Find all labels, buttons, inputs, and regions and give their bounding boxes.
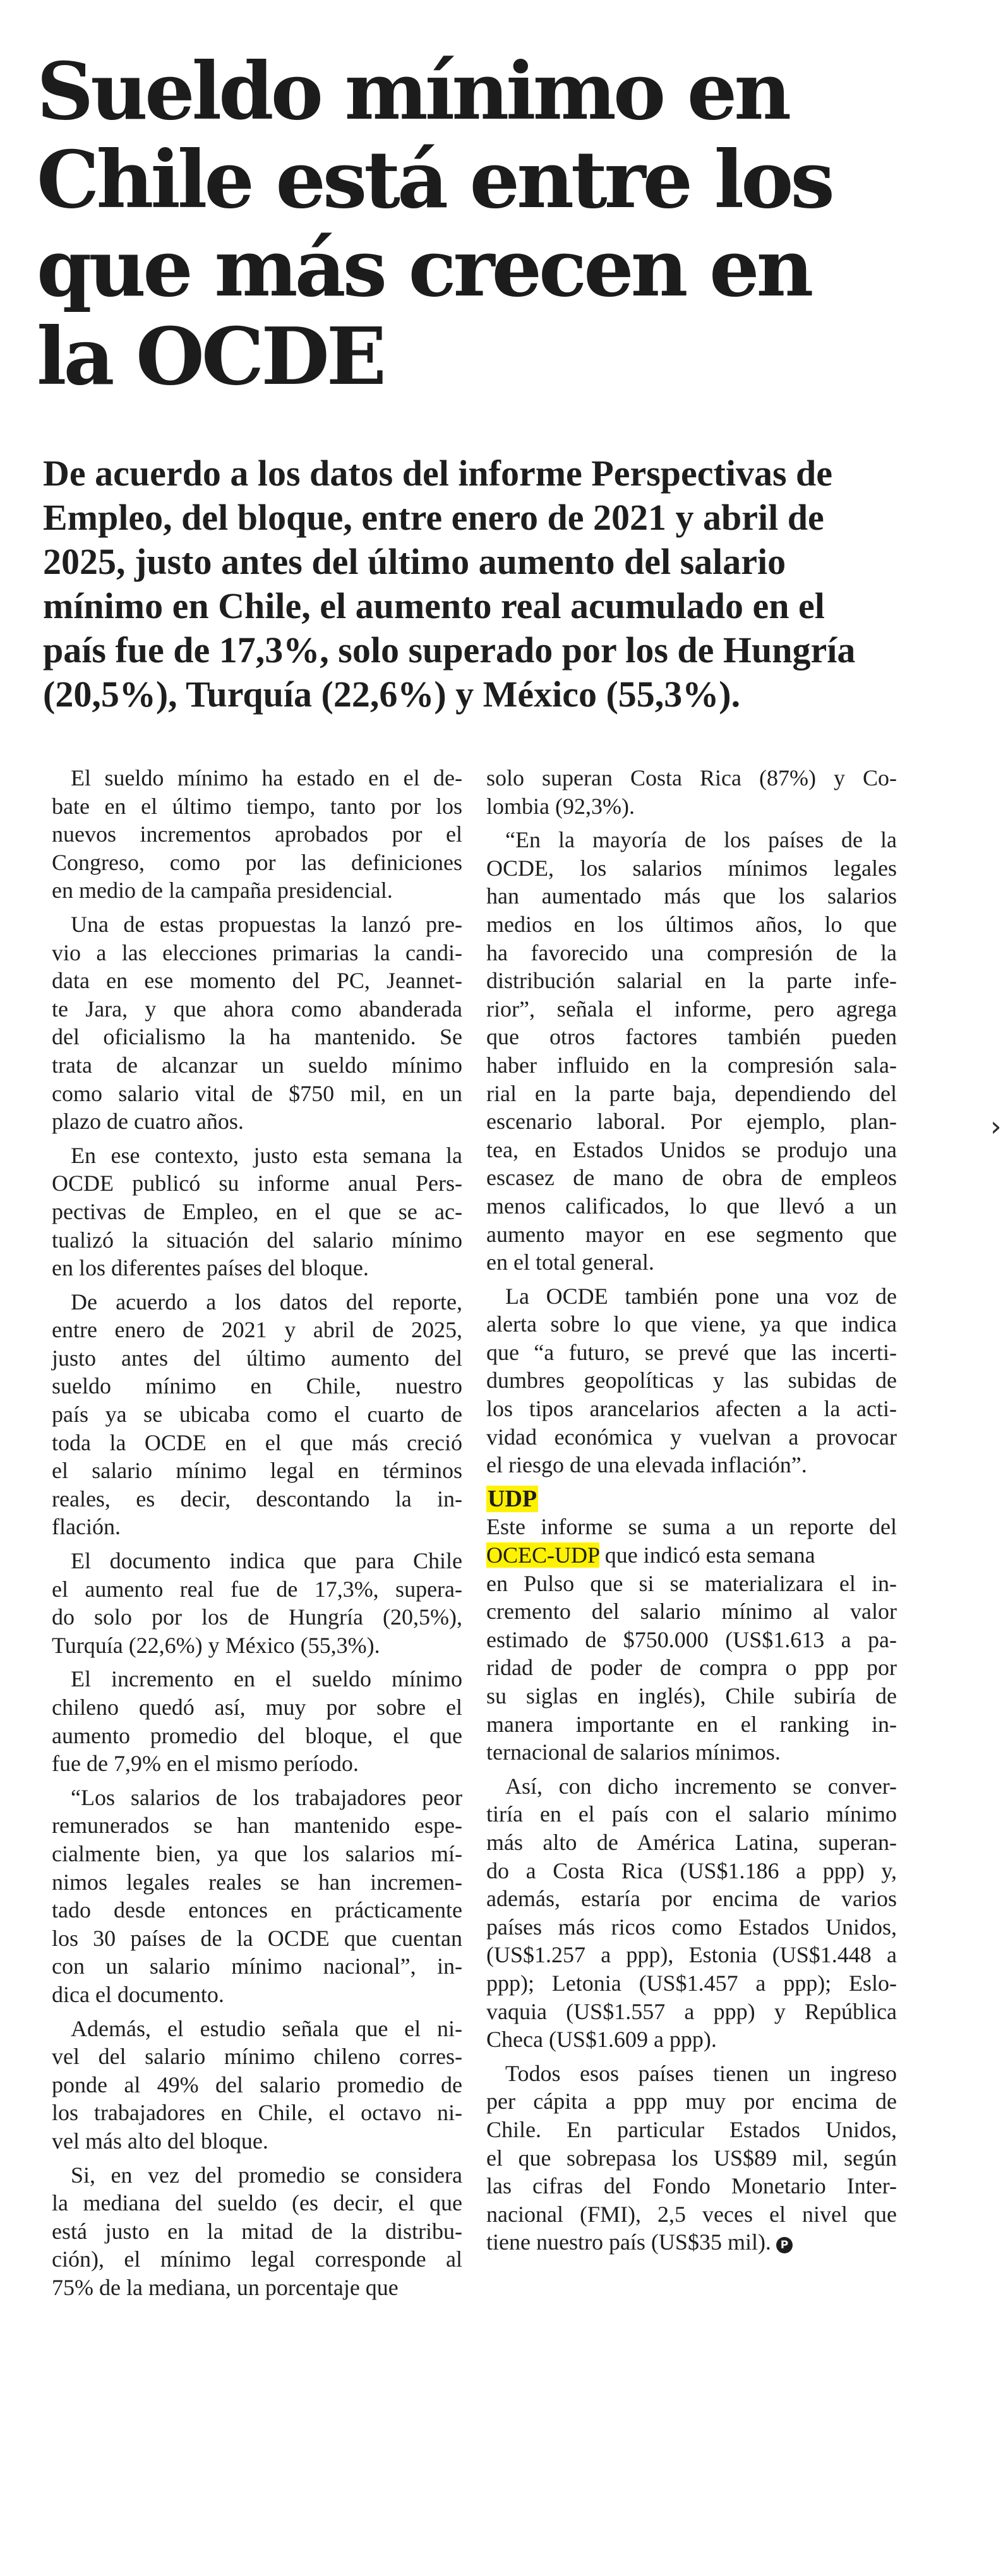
chevron-right-icon[interactable]: › xyxy=(990,1111,1002,1143)
text-line: nacional (FMI), 2,5 veces el nivel que xyxy=(486,2201,897,2227)
text-line: chileno quedó así, muy por sobre el xyxy=(52,1695,462,1720)
text-line: El sueldo mínimo ha estado en el de- xyxy=(71,765,462,790)
right-column-bottom-paragraphs xyxy=(486,1772,897,2257)
text-line: más alto de América Latina, superan- xyxy=(486,1829,897,1855)
article-headline xyxy=(37,45,832,403)
text-line: el riesgo de una elevada inflación”. xyxy=(486,1452,807,1478)
text-line: que “a futuro, se prevé que las incerti- xyxy=(486,1339,897,1365)
text-line: como salario vital de $750 mil, en un xyxy=(52,1080,462,1106)
text-line: en el total general. xyxy=(486,1249,654,1275)
text-line: rial en la parte baja, dependiendo del xyxy=(486,1080,897,1106)
text-line: nimos legales reales se han incremen- xyxy=(52,1869,462,1895)
text-line: te Jara, y que ahora como abanderada xyxy=(52,996,462,1022)
text-line: ción), el mínimo legal corresponde al xyxy=(52,2246,462,2272)
text-line: con un salario mínimo nacional”, in- xyxy=(52,1953,462,1979)
text-line: Este informe se suma a un reporte del xyxy=(486,1514,897,1540)
text-line: lombia (92,3%). xyxy=(486,793,635,819)
text-line: alerta sobre lo que viene, ya que indica xyxy=(486,1311,897,1337)
article-column-right xyxy=(486,764,897,2262)
text-line: en los diferentes países del bloque. xyxy=(52,1255,369,1281)
lead-line: De acuerdo a los datos del informe Perspectivas de xyxy=(43,453,833,494)
text-line: país ya se ubicaba como el cuarto de xyxy=(52,1402,462,1428)
text-line: justo antes del último aumento del xyxy=(52,1345,462,1371)
text-line: ridad de poder de compra o ppp por xyxy=(486,1655,897,1681)
article-paragraph xyxy=(52,910,462,1136)
text-line: manera importante en el ranking in- xyxy=(486,1711,897,1737)
text-line: El documento indica que para Chile xyxy=(71,1548,462,1574)
text-line: El incremento en el sueldo mínimo xyxy=(71,1666,462,1692)
text-line: las cifras del Fondo Monetario Inter- xyxy=(486,2173,897,2199)
lead-line: 2025, justo antes del último aumento del salario xyxy=(43,541,786,582)
text-line: vaquia (US$1.557 a ppp) y República xyxy=(486,1998,897,2024)
text-line: Todos esos países tienen un ingreso xyxy=(505,2060,897,2086)
text-line: trata de alcanzar un sueldo mínimo xyxy=(52,1052,462,1078)
udp-paragraph xyxy=(486,1513,897,1766)
text-line: pectivas de Empleo, en el que se ac- xyxy=(52,1198,462,1224)
text-line: los tipos arancelarios afecten a la acti- xyxy=(486,1396,897,1422)
text-line: vel del salario mínimo chileno corres- xyxy=(52,2044,462,2070)
text-line: menos calificados, lo que llevó a un xyxy=(486,1193,897,1219)
text-line: países más ricos como Estados Unidos, xyxy=(486,1914,897,1940)
text-line: Turquía (22,6%) y México (55,3%). xyxy=(52,1632,380,1658)
text-line: Checa (US$1.609 a ppp). xyxy=(486,2027,717,2053)
text-line: flación. xyxy=(52,1514,121,1540)
text-line: tea, en Estados Unidos se produjo una xyxy=(486,1136,897,1162)
article-paragraph xyxy=(52,1784,462,2009)
text-line: solo superan Costa Rica (87%) y Co- xyxy=(486,765,897,790)
text-line: cialmente bien, ya que los salarios mí- xyxy=(52,1840,462,1866)
article-column-left xyxy=(52,764,462,2307)
article-paragraph xyxy=(486,1772,897,2054)
article-paragraph xyxy=(486,1282,897,1479)
article-paragraph xyxy=(486,826,897,1277)
text-line: el aumento real fue de 17,3%, supera- xyxy=(52,1576,462,1602)
text-line: data en ese momento del PC, Jeannet- xyxy=(52,968,462,994)
text-line: entre enero de 2021 y abril de 2025, xyxy=(52,1317,462,1343)
section-subhead xyxy=(486,1485,897,1513)
text-line: dumbres geopolíticas y las subidas de xyxy=(486,1368,897,1393)
text-line: Congreso, como por las definiciones xyxy=(52,849,462,875)
article-paragraph xyxy=(486,764,897,820)
headline-line: que más crecen en xyxy=(37,222,811,314)
text-line: ponde al 49% del salario promedio de xyxy=(52,2072,462,2097)
headline-line: la OCDE xyxy=(37,311,384,403)
text-line: En ese contexto, justo esta semana la xyxy=(71,1142,462,1168)
text-line: Así, con dicho incremento se conver- xyxy=(505,1773,897,1799)
text-line: (US$1.257 a ppp), Estonia (US$1.448 a xyxy=(486,1942,897,1968)
headline-line: Chile está entre los xyxy=(37,134,832,226)
text-line: toda la OCDE en el que más creció xyxy=(52,1429,462,1455)
headline-line: Sueldo mínimo en xyxy=(37,45,789,138)
article-paragraph xyxy=(52,1665,462,1777)
text-fragment: que indicó esta semana xyxy=(599,1542,815,1568)
lead-line: país fue de 17,3%, solo superado por los de Hungría xyxy=(43,629,856,671)
end-of-article-icon: P xyxy=(776,2237,793,2253)
text-line: tado desde entonces en prácticamente xyxy=(52,1897,462,1923)
text-line: Además, el estudio señala que el ni- xyxy=(71,2015,462,2041)
text-line: tualizó la situación del salario mínimo xyxy=(52,1227,462,1253)
text-line: tiría en el país con el salario mínimo xyxy=(486,1801,897,1827)
text-line xyxy=(486,2228,897,2257)
text-line: bate en el último tiempo, tanto por los xyxy=(52,793,462,819)
text-line: 75% de la mediana, un porcentaje que xyxy=(52,2274,399,2300)
text-line: Si, en vez del promedio se considera xyxy=(71,2162,462,2188)
text-line: vidad económica y vuelvan a provocar xyxy=(486,1424,897,1450)
text-line: OCDE publicó su informe anual Pers- xyxy=(52,1171,462,1196)
article-paragraph xyxy=(52,1142,462,1282)
lead-line: (20,5%), Turquía (22,6%) y México (55,3%). xyxy=(43,674,741,715)
text-line: vio a las elecciones primarias la candi- xyxy=(52,939,462,965)
text-line: ternacional de salarios mínimos. xyxy=(486,1739,781,1765)
text-line: “En la mayoría de los países de la xyxy=(505,827,897,853)
article-paragraph xyxy=(52,1547,462,1659)
text-line: Una de estas propuestas la lanzó pre- xyxy=(71,911,462,937)
text-line: ppp); Letonia (US$1.457 a ppp); Eslo- xyxy=(486,1970,897,1996)
text-line: plazo de cuatro años. xyxy=(52,1109,244,1135)
text-line: remunerados se han mantenido espe- xyxy=(52,1813,462,1839)
text-line: fue de 7,9% en el mismo período. xyxy=(52,1751,359,1777)
text-line: cremento del salario mínimo al valor xyxy=(486,1599,897,1625)
text-line: su siglas en inglés), Chile subiría de xyxy=(486,1683,897,1708)
text-line: ha favorecido una compresión de la xyxy=(486,939,897,965)
text-line xyxy=(486,1541,897,1570)
text-line: escasez de mano de obra de empleos xyxy=(486,1165,897,1191)
article-paragraph xyxy=(52,2015,462,2156)
udp-paragraph-rest xyxy=(486,1570,897,1767)
text-line: aumento mayor en ese segmento que xyxy=(486,1221,897,1247)
text-line: aumento promedio del bloque, el que xyxy=(52,1722,462,1748)
article-lead xyxy=(43,451,889,717)
text-line: la mediana del sueldo (es decir, el que xyxy=(52,2190,462,2216)
text-line: el salario mínimo legal en términos xyxy=(52,1458,462,1484)
text-line: medios en los últimos años, lo que xyxy=(486,911,897,937)
text-line: do a Costa Rica (US$1.186 a ppp) y, xyxy=(486,1857,897,1883)
lead-line: mínimo en Chile, el aumento real acumulado en el xyxy=(43,585,825,626)
text-line: está justo en la mitad de la distribu- xyxy=(52,2218,462,2244)
text-line: do solo por los de Hungría (20,5%), xyxy=(52,1604,462,1630)
subhead-udp: UDP xyxy=(488,1485,537,1512)
text-line: rior”, señala el informe, pero agrega xyxy=(486,996,897,1022)
article-paragraph xyxy=(52,2161,462,2302)
lead-line: Empleo, del bloque, entre enero de 2021 y abril de xyxy=(43,497,824,538)
text-line: vel más alto del bloque. xyxy=(52,2128,268,2154)
right-column-top-paragraphs xyxy=(486,764,897,1479)
text-line: en medio de la campaña presidencial. xyxy=(52,878,393,903)
text-line: escenario laboral. Por ejemplo, plan- xyxy=(486,1109,897,1135)
article-paragraph xyxy=(52,764,462,905)
text-line: “Los salarios de los trabajadores peor xyxy=(71,1784,462,1810)
text-line: distribución salarial en la parte infe- xyxy=(486,968,897,994)
text-line: en Pulso que si se materializara el in- xyxy=(486,1570,897,1596)
text-line: dica el documento. xyxy=(52,1981,224,2007)
text-line: los trabajadores en Chile, el octavo ni- xyxy=(52,2100,462,2126)
text-line: De acuerdo a los datos del reporte, xyxy=(71,1289,462,1315)
article-paragraph xyxy=(486,2060,897,2257)
article-paragraph xyxy=(52,1288,462,1541)
text-line: haber influido en la compresión sala- xyxy=(486,1052,897,1078)
highlight-ocec-udp: OCEC-UDP xyxy=(486,1542,599,1568)
text-line: los 30 países de la OCDE que cuentan xyxy=(52,1925,462,1951)
text-line: han aumentado más que los salarios xyxy=(486,883,897,909)
text-line: per cápita a ppp muy por encima de xyxy=(486,2089,897,2114)
text-line: el que sobrepasa los US$89 mil, según xyxy=(486,2145,897,2171)
text-line: del oficialismo la ha mantenido. Se xyxy=(52,1024,462,1050)
text-line: La OCDE también pone una voz de xyxy=(505,1283,897,1309)
text-line: reales, es decir, descontando la in- xyxy=(52,1486,462,1512)
text-line: estimado de $750.000 (US$1.613 a pa- xyxy=(486,1626,897,1652)
text-line: OCDE, los salarios mínimos legales xyxy=(486,855,897,881)
text-line: además, estaría por encima de varios xyxy=(486,1886,897,1912)
text-fragment: tiene nuestro país (US$35 mil). xyxy=(486,2229,771,2255)
text-line: nuevos incrementos aprobados por el xyxy=(52,821,462,847)
text-line: sueldo mínimo en Chile, nuestro xyxy=(52,1373,462,1399)
text-line: que otros factores también pueden xyxy=(486,1024,897,1050)
text-line: Chile. En particular Estados Unidos, xyxy=(486,2116,897,2142)
